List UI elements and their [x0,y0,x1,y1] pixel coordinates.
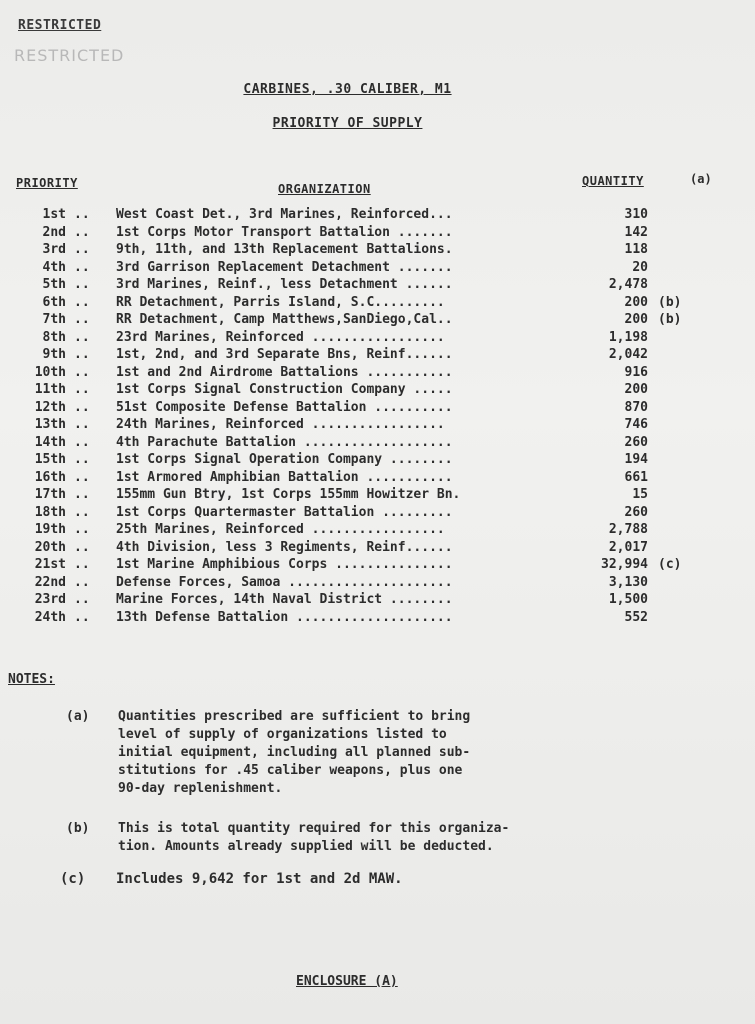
row-leader-dots: .. [74,364,90,380]
row-priority: 12th [34,399,66,415]
row-organization: 23rd Marines, Reinforced ................. [116,329,445,345]
row-priority: 1st [42,207,66,222]
table-row [0,365,755,383]
row-priority: 7th [42,312,66,327]
table-row [0,312,755,330]
note-a-label: (a) [66,709,90,724]
row-quantity: 2,788 [608,522,648,537]
row-leader-dots: .. [74,312,90,327]
row-leader-dots: .. [74,539,90,555]
row-leader-dots: .. [74,399,90,415]
row-quantity: 200 [624,294,648,310]
document-title: CARBINES, .30 CALIBER, M1 [243,82,452,97]
table-row [0,400,755,418]
row-priority: 15th [34,452,66,467]
table-row [0,207,755,225]
table-row [0,540,755,558]
row-organization: RR Detachment, Parris Island, S.C......... [116,294,445,310]
row-priority: 16th [34,469,66,485]
row-priority: 21st [34,557,66,572]
row-quantity: 200 [624,382,648,397]
row-leader-dots: .. [74,277,90,292]
row-organization: 25th Marines, Reinforced ................. [116,522,445,537]
row-organization: Defense Forces, Samoa ..................... [116,574,453,590]
note-a-line: level of supply of organizations listed to [118,727,447,742]
row-leader-dots: .. [74,347,90,362]
note-a-line: Quantities prescribed are sufficient to bring [118,709,471,724]
row-leader-dots: .. [74,574,90,590]
row-priority: 10th [34,364,66,380]
row-organization: 9th, 11th, and 13th Replacement Battalions. [116,242,453,257]
row-organization: 4th Division, less 3 Regiments, Reinf...... [116,539,453,555]
row-quantity: 310 [624,207,648,222]
row-priority: 17th [34,487,66,502]
row-organization: 155mm Gun Btry, 1st Corps 155mm Howitzer Bn. [116,487,461,502]
table-row [0,592,755,610]
row-quantity: 552 [624,609,648,625]
row-priority: 19th [34,522,66,537]
row-leader-dots: .. [74,382,90,397]
row-leader-dots: .. [74,592,90,607]
note-c [60,870,720,892]
table-row [0,610,755,628]
row-organization: 4th Parachute Battalion ................... [116,434,453,450]
table-row [0,260,755,278]
row-quantity: 1,198 [608,329,648,345]
row-organization: 3rd Marines, Reinf., less Detachment ...... [116,277,453,292]
table-row [0,470,755,488]
priority-column-header: PRIORITY [16,176,78,190]
table-row [0,435,755,453]
note-a-text [118,708,470,798]
row-quantity: 1,500 [608,592,648,607]
row-leader-dots: .. [74,557,90,572]
note-b-label: (b) [66,821,90,836]
row-leader-dots: .. [74,452,90,467]
row-organization: 1st and 2nd Airdrome Battalions ........... [116,364,453,380]
table-row [0,347,755,365]
row-priority: 11th [34,382,66,397]
note-c-label: (c) [60,871,86,887]
row-quantity: 916 [624,364,648,380]
row-quantity: 20 [632,259,648,275]
row-priority: 23rd [34,592,66,607]
row-organization: 1st Armored Amphibian Battalion ........... [116,469,453,485]
note-b-text [118,820,509,856]
row-note: (c) [658,557,682,572]
row-quantity: 661 [624,469,648,485]
table-row [0,277,755,295]
note-a-line: stitutions for .45 caliber weapons, plus one [118,763,463,778]
quantity-header-note: (a) [690,172,712,186]
row-quantity: 2,017 [608,539,648,555]
table-row [0,242,755,260]
table-row [0,452,755,470]
row-leader-dots: .. [74,417,90,432]
row-organization: West Coast Det., 3rd Marines, Reinforced... [116,207,453,222]
table-row [0,225,755,243]
row-priority: 6th [42,294,66,310]
row-quantity: 746 [624,417,648,432]
row-quantity: 32,994 [601,557,648,572]
row-priority: 24th [34,609,66,625]
row-quantity: 260 [624,504,648,520]
row-leader-dots: .. [74,224,90,240]
row-leader-dots: .. [74,294,90,310]
row-quantity: 260 [624,434,648,450]
table-row [0,487,755,505]
row-priority: 9th [42,347,66,362]
table-row [0,575,755,593]
row-quantity: 142 [624,224,648,240]
row-organization: RR Detachment, Camp Matthews,SanDiego,Cal.. [116,312,453,327]
row-quantity: 2,478 [608,277,648,292]
notes-header: NOTES: [8,672,55,687]
enclosure-label: ENCLOSURE (A) [296,974,398,989]
row-priority: 20th [34,539,66,555]
row-organization: 1st, 2nd, and 3rd Separate Bns, Reinf...... [116,347,453,362]
row-priority: 8th [42,329,66,345]
document-subtitle: PRIORITY OF SUPPLY [272,116,423,131]
row-quantity: 200 [624,312,648,327]
row-priority: 14th [34,434,66,450]
row-organization: 51st Composite Defense Battalion .......... [116,399,453,415]
row-leader-dots: .. [74,434,90,450]
row-leader-dots: .. [74,522,90,537]
row-quantity: 870 [624,399,648,415]
row-leader-dots: .. [74,207,90,222]
quantity-column-header: QUANTITY [582,174,644,188]
row-quantity: 3,130 [608,574,648,590]
row-priority: 13th [34,417,66,432]
row-priority: 2nd [42,224,66,240]
row-leader-dots: .. [74,259,90,275]
row-organization: 1st Marine Amphibious Corps ............... [116,557,453,572]
row-leader-dots: .. [74,504,90,520]
row-organization: 1st Corps Quartermaster Battalion ......... [116,504,453,520]
table-row [0,522,755,540]
row-leader-dots: .. [74,487,90,502]
note-a-line: initial equipment, including all planned sub- [118,745,471,760]
row-organization: Marine Forces, 14th Naval District ........ [116,592,453,607]
row-organization: 3rd Garrison Replacement Detachment ....... [116,259,453,275]
priority-table [0,207,755,627]
row-priority: 18th [34,504,66,520]
note-b-line: This is total quantity required for this organiza- [118,821,510,836]
row-quantity: 118 [624,242,648,257]
restricted-stamp-faded: RESTRICTED [14,46,125,65]
row-leader-dots: .. [74,469,90,485]
table-row [0,505,755,523]
row-organization: 1st Corps Motor Transport Battalion ....... [116,224,453,240]
table-row [0,295,755,313]
row-priority: 3rd [42,242,66,257]
row-quantity: 15 [632,487,648,502]
row-organization: 13th Defense Battalion .................... [116,609,453,625]
table-row [0,330,755,348]
row-priority: 4th [42,259,66,275]
row-leader-dots: .. [74,242,90,257]
row-note: (b) [658,294,682,310]
note-a-line: 90-day replenishment. [118,781,283,796]
note-b [66,820,726,860]
row-priority: 22nd [34,574,66,590]
row-quantity: 194 [624,452,648,467]
row-organization: 1st Corps Signal Operation Company ........ [116,452,453,467]
table-row [0,417,755,435]
note-b-line: tion. Amounts already supplied will be deducted. [118,839,494,854]
row-priority: 5th [42,277,66,292]
note-a [66,708,706,808]
row-leader-dots: .. [74,329,90,345]
row-organization: 1st Corps Signal Construction Company ..... [116,382,453,397]
table-row [0,557,755,575]
organization-column-header: ORGANIZATION [278,182,371,196]
restricted-stamp: RESTRICTED [18,18,102,33]
row-note: (b) [658,312,682,327]
row-leader-dots: .. [74,609,90,625]
note-c-text: Includes 9,642 for 1st and 2d MAW. [116,871,403,887]
row-organization: 24th Marines, Reinforced ................. [116,417,445,432]
row-quantity: 2,042 [608,347,648,362]
table-row [0,382,755,400]
